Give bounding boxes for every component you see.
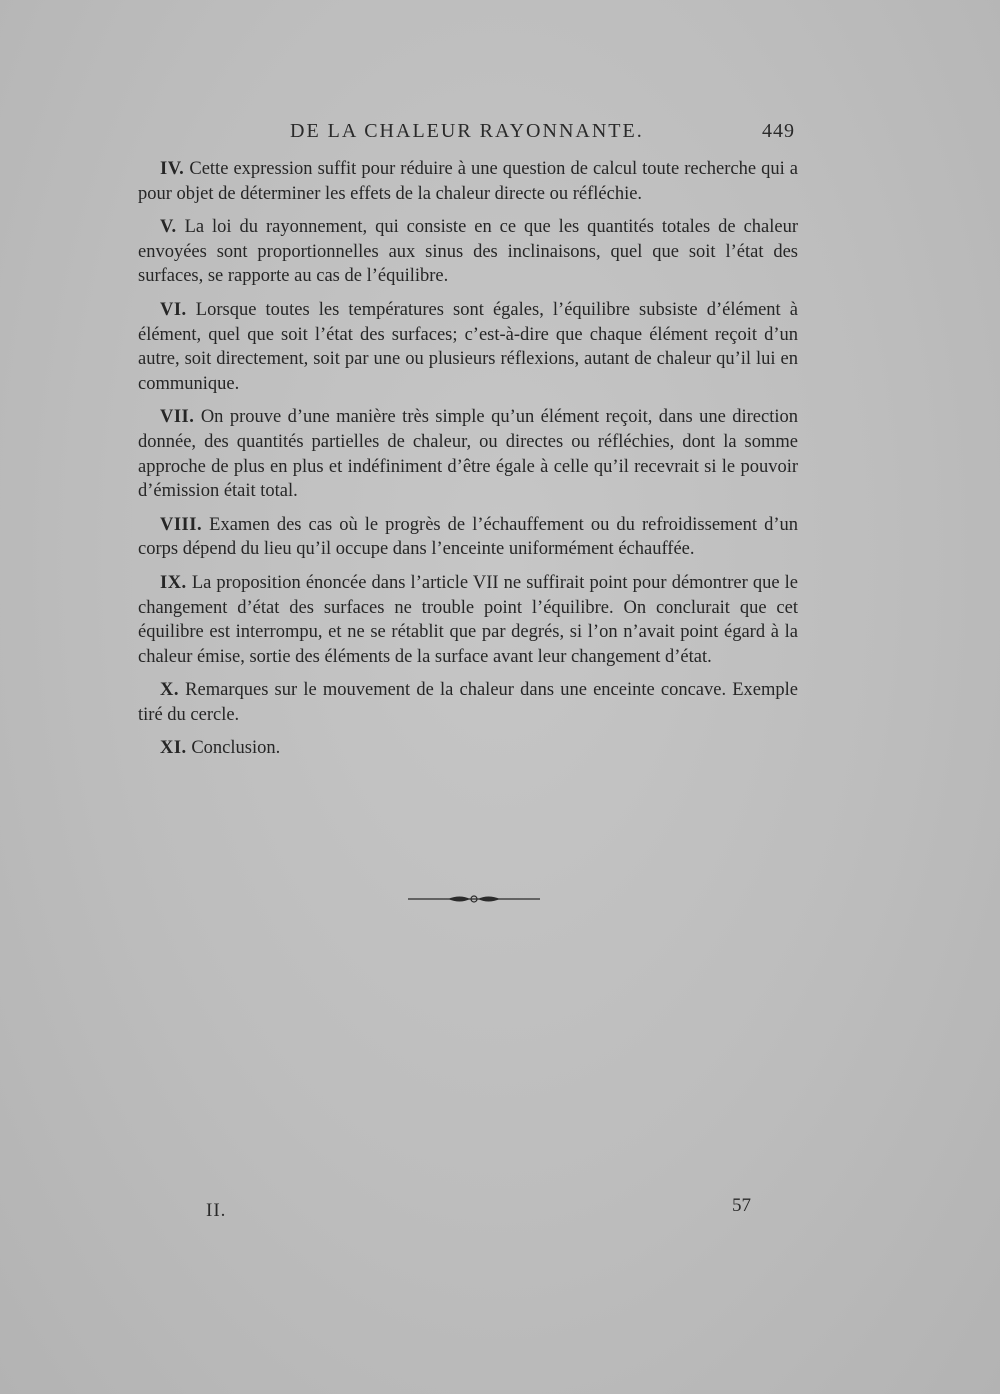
- section-numeral: X.: [160, 680, 179, 701]
- paragraph-text: Remarques sur le mouvement de la chaleur dans une enceinte concave. Exemple tiré du cercle.: [138, 680, 798, 725]
- paragraph-xi: [138, 736, 798, 761]
- paragraph-vii: [138, 405, 798, 503]
- paragraph-text: On prouve d’une manière très simple qu’un élément reçoit, dans une direction donnée, des quantités partielles de chaleur, ou directes ou réfléchies, dont la somme approche de plus en plus et indéfiniment d’être égale à celle qu’il recevrait si le pouvoir d’émission était total.: [138, 407, 798, 502]
- paragraph-viii: [138, 513, 798, 562]
- sheet-number: 57: [732, 1195, 751, 1216]
- section-numeral: XI.: [160, 738, 187, 759]
- section-numeral: IX.: [160, 572, 187, 593]
- paragraph-ix: [138, 571, 798, 669]
- paragraph-vi: [138, 298, 798, 396]
- paragraph-text: La loi du rayonnement, qui consiste en ce que les quantités totales de chaleur envoyées sont proportionnelles aux sinus des inclinaisons, quel que soit l’état des surfaces, se rapporte au cas de l’équilibre.: [138, 217, 799, 287]
- paragraph-v: [138, 215, 798, 289]
- section-numeral: IV.: [160, 159, 185, 179]
- paragraph-iv: [138, 157, 798, 206]
- paragraph-text: La proposition énoncée dans l’article VII ne suffirait point pour démontrer que le changement d’état des surfaces ne trouble point l’équilibre. On conclurait que cet équilibre est interrompu, et ne se rétablit que par degrés, si l’on n’avait point égard à la chaleur émise, sortie des éléments de la surface avant leur changement d’état.: [138, 572, 799, 667]
- paragraph-text: Conclusion.: [191, 738, 281, 759]
- summary-text: [138, 157, 798, 770]
- section-numeral: V.: [160, 217, 177, 238]
- tailpiece-ornament-icon: [408, 889, 540, 909]
- section-numeral: VI.: [160, 299, 187, 320]
- signature-mark: II.: [206, 1200, 227, 1221]
- paragraph-text: Lorsque toutes les températures sont égales, l’équilibre subsiste d’élément à élément, quel que soit l’état des surfaces; c’est-à-dire que chaque élément reçoit d’un autre, soit directement, soit par une ou plusieurs réflexions, autant de chaleur qu’il lui en communique.: [138, 299, 798, 394]
- section-numeral: VII.: [160, 407, 195, 428]
- paragraph-text: Examen des cas où le progrès de l’échauffement ou du refroidissement d’un corps dépend du lieu qu’il occupe dans l’enceinte uniformément échauffée.: [138, 514, 798, 560]
- paragraph-text: Cette expression suffit pour réduire à une question de calcul toute recherche qui a pour objet de déterminer les effets de la chaleur directe ou réfléchie.: [138, 159, 798, 204]
- section-numeral: VIII.: [160, 514, 203, 535]
- page-number: 449: [762, 120, 795, 142]
- running-title: DE LA CHALEUR RAYONNANTE.: [290, 120, 644, 142]
- paragraph-x: [138, 678, 798, 727]
